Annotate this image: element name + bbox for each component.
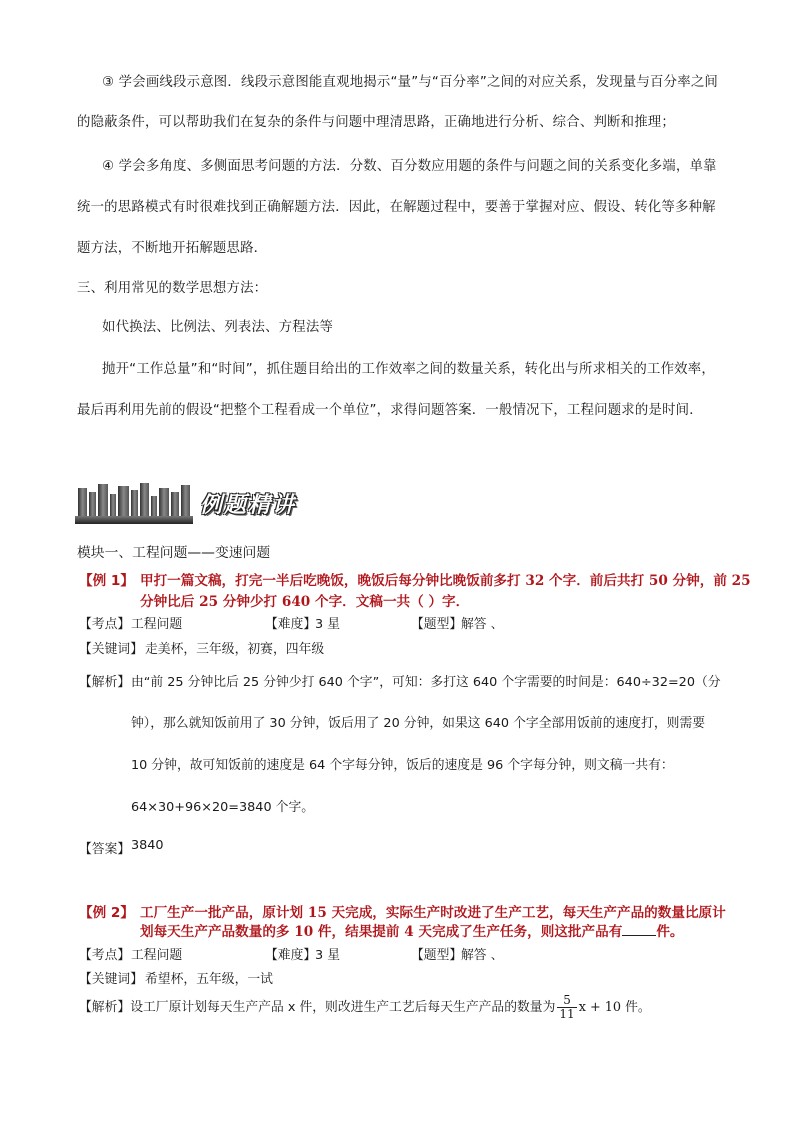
example2-tixing-label: 【题型】 xyxy=(411,948,463,963)
example1-kaodian-label: 【考点】 xyxy=(79,617,131,632)
example2-analysis-label: 【解析】 xyxy=(79,1000,131,1015)
example2-kaodian: 工程问题 xyxy=(131,948,183,963)
example1-tixing-label: 【题型】 xyxy=(411,617,463,632)
intro-p4-line1: ④ 学会多角度、多侧面思考问题的方法．分数、百分数应用题的条件与问题之间的关系变化多端，单靠 xyxy=(102,159,717,174)
books-icon xyxy=(75,480,195,524)
fraction xyxy=(557,994,576,1021)
example2-line2-end: 件。 xyxy=(656,924,684,940)
example2-nandu-label: 【难度】 xyxy=(265,948,317,963)
section-banner xyxy=(75,480,305,524)
banner-title: 例题精讲 xyxy=(200,492,297,518)
example1-tag: 【例 1】 xyxy=(79,573,134,589)
intro-p4-line3: 题方法，不断地开拓解题思路． xyxy=(77,241,268,256)
intro-para-line2: 最后再利用先前的假设“把整个工程看成一个单位”，求得问题答案．一般情况下，工程问题求的是时间． xyxy=(77,403,703,418)
intro-p4-line2: 统一的思路模式有时很难找到正确解题方法．因此，在解题过程中，要善于掌握对应、假设、转化等多种解 xyxy=(77,200,716,215)
intro-p3-line2: 的隐蔽条件，可以帮助我们在复杂的条件与问题中理清思路，正确地进行分析、综合、判断和推理； xyxy=(77,115,675,130)
example1-answer: 3840 xyxy=(131,838,164,853)
example1-nandu: 3 星 xyxy=(315,617,341,632)
example2-line1: 工厂生产一批产品，原计划 15 天完成，实际生产时改进了生产工艺，每天生产产品的数量比原计 xyxy=(140,905,726,921)
example2-analysis-text: 设工厂原计划每天生产产品 x 件，则改进生产工艺后每天生产产品的数量为 xyxy=(130,1000,556,1015)
example1-analysis-label: 【解析】 xyxy=(79,675,131,690)
intro-p3-line1: ③ 学会画线段示意图．线段示意图能直观地揭示“量”与“百分率”之间的对应关系，发现量与百分率之间 xyxy=(102,75,719,90)
fraction-denominator: 11 xyxy=(559,1007,575,1021)
example2-nandu: 3 星 xyxy=(315,948,341,963)
example2-tag: 【例 2】 xyxy=(79,905,134,921)
example1-kaodian: 工程问题 xyxy=(131,617,183,632)
intro-para-line1: 抛开“工作总量”和“时间”，抓住题目给出的工作效率之间的数量关系，转化出与所求相关的工作效率， xyxy=(102,362,715,377)
fraction-numerator: 5 xyxy=(557,994,576,1008)
module-title: 模块一、工程问题——变速问题 xyxy=(77,545,271,561)
example1-answer-label: 【答案】 xyxy=(79,842,131,857)
methods-line: 如代换法、比例法、列表法、方程法等 xyxy=(102,320,334,335)
example1-line2: 分钟比后 25 分钟少打 640 个字．文稿一共（ ）字． xyxy=(140,594,470,610)
answer-blank xyxy=(622,923,656,936)
example1-analysis-line3: 10 分钟，故可知饭前的速度是 64 个字每分钟，饭后的速度是 96 个字每分钟，则文稿一共有： xyxy=(131,758,674,773)
example2-analysis-tail: x + 10 件。 xyxy=(578,1000,651,1015)
example1-keywords-label: 【关键词】 xyxy=(79,642,143,657)
example2-analysis xyxy=(79,994,651,1021)
example2-keywords-label: 【关键词】 xyxy=(79,972,143,987)
example1-analysis-line1: 由“前 25 分钟比后 25 分钟少打 640 个字”，可知：多打这 640 个字需要的时间是：640÷32=20（分 xyxy=(131,675,721,690)
example1-line1: 甲打一篇文稿，打完一半后吃晚饭，晚饭后每分钟比晚饭前多打 32 个字．前后共打 50 分钟，前 25 xyxy=(140,573,751,589)
example2-tixing: 解答 、 xyxy=(461,948,504,963)
example1-tixing: 解答 、 xyxy=(461,617,504,632)
example1-analysis-line2: 钟），那么就知饭前用了 30 分钟，饭后用了 20 分钟，如果这 640 个字全部用饭前的速度打，则需要 xyxy=(131,716,706,731)
example2-keywords: 希望杯，五年级，一试 xyxy=(145,972,273,987)
example2-kaodian-label: 【考点】 xyxy=(79,948,131,963)
example1-keywords: 走美杯，三年级，初赛，四年级 xyxy=(145,642,325,657)
example1-analysis-line4: 64×30+96×20=3840 个字。 xyxy=(131,800,315,815)
example1-nandu-label: 【难度】 xyxy=(265,617,317,632)
section3-title: 三、利用常见的数学思想方法： xyxy=(77,281,268,296)
example2-line2-text: 划每天生产产品数量的多 10 件，结果提前 4 天完成了生产任务，则这批产品有 xyxy=(140,924,623,940)
example2-line2 xyxy=(140,920,684,940)
